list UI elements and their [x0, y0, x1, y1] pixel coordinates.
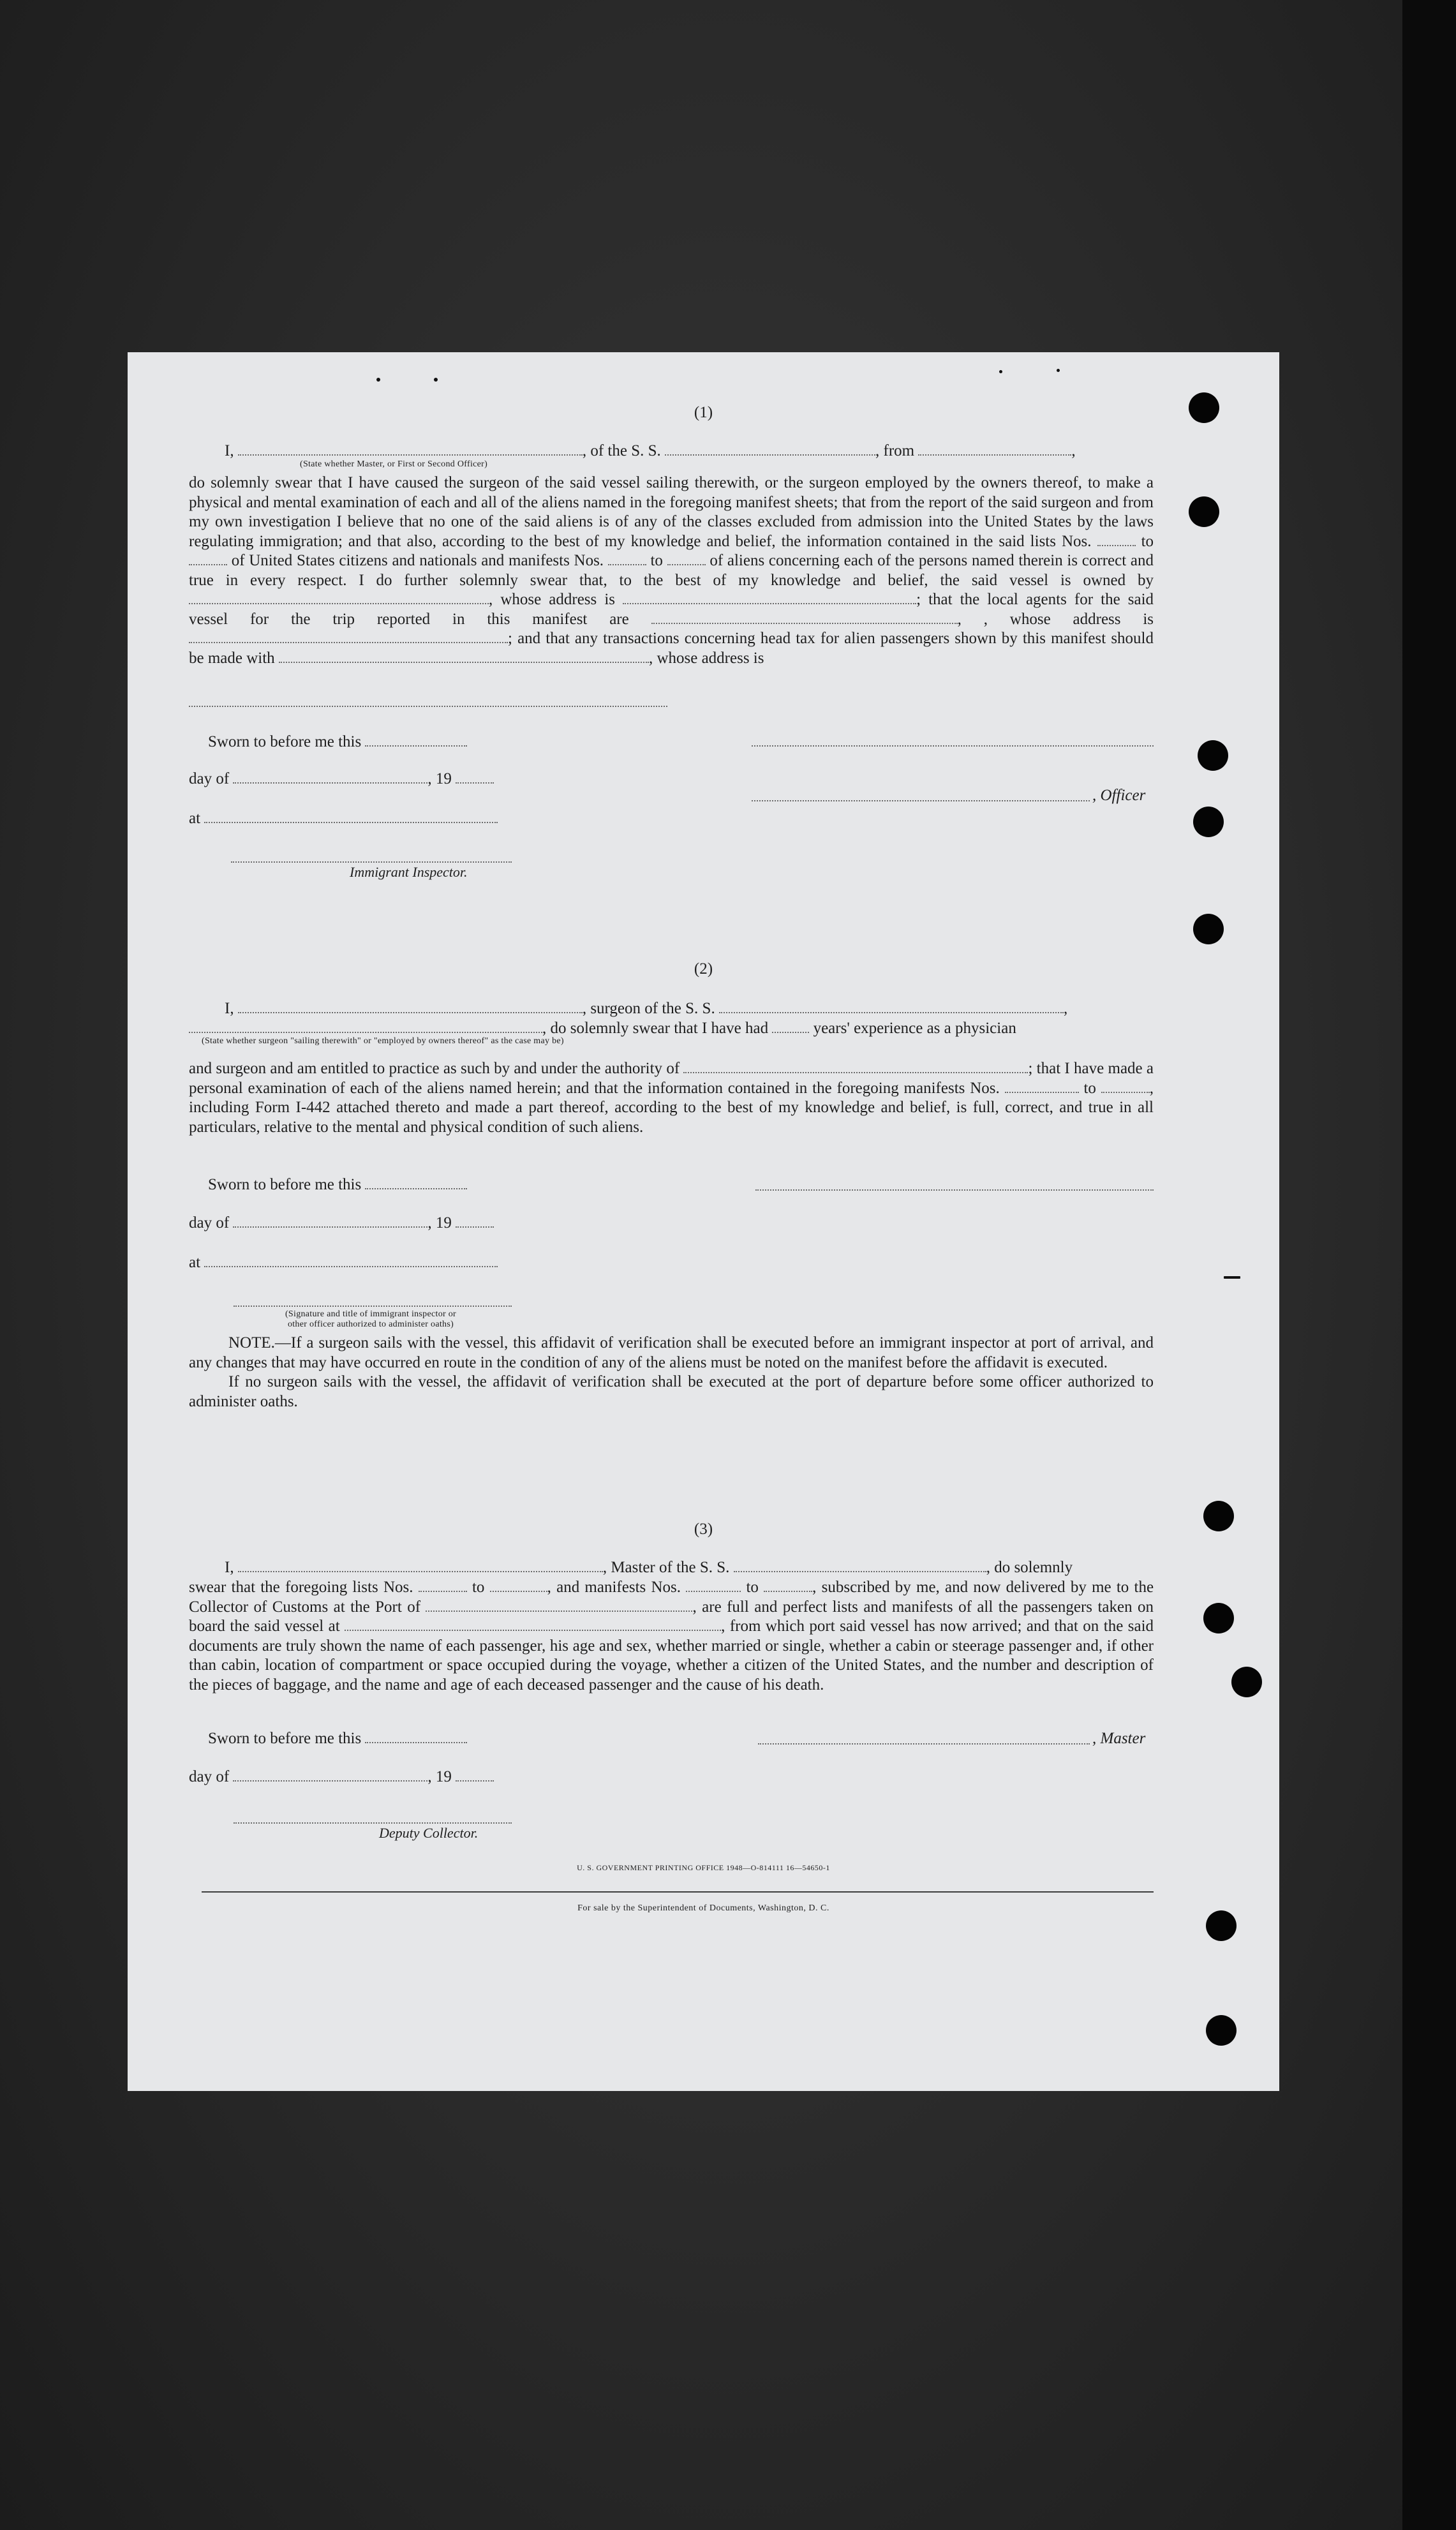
deputy-collector-label: Deputy Collector. [379, 1825, 479, 1841]
authority-blank [683, 1059, 1028, 1073]
of-ss-label: , of the S. S. [582, 442, 661, 459]
section-3-sworn [208, 1729, 467, 1749]
section-2-oath-text [189, 1059, 1154, 1137]
manifest-form-page [128, 352, 1279, 2091]
gpo-imprint: U. S. GOVERNMENT PRINTING OFFICE 1948—O-814111 16—54650-1 [577, 1863, 830, 1872]
section-3-line-1 [225, 1558, 1073, 1578]
master-of-ss-label: , Master of the S. S. [602, 1559, 730, 1576]
years-label: years' experience as a physician [813, 1020, 1016, 1037]
section-2-heading: (2) [694, 960, 713, 978]
port-blank [426, 1598, 692, 1612]
month-blank [233, 1214, 427, 1228]
officer-signature-line-2 [752, 800, 1090, 801]
manifests-from-blank [608, 551, 646, 565]
section-2-line-1 [225, 999, 1067, 1019]
master-para-a: swear that the foregoing lists Nos. [189, 1579, 413, 1596]
year-label: , 19 [427, 1214, 452, 1232]
owner-address-blank [623, 590, 916, 604]
day-of-label: day of [189, 1768, 230, 1785]
day-of-label: day of [189, 770, 230, 787]
sworn-label: Sworn to before me this [208, 733, 362, 750]
master-para-b: , and manifests Nos. [547, 1579, 681, 1596]
swear-label: , do solemnly swear that I have had [542, 1020, 769, 1037]
sworn-day-blank [365, 733, 467, 747]
section-1-line-1 [225, 442, 1076, 461]
month-blank [233, 770, 427, 784]
embarkation-port-blank [345, 1617, 721, 1631]
section-3-day-of [189, 1767, 494, 1787]
master-para-e: , from which port said vessel has now arrived; and that on the said documents are truly shown the name of each passenger, his age and sex, whether married or single, whether a cabin or steerage passenger and, if other than cabin, location of compartment or space occupied during the voyage, whether a citizen of the United States, and the number and description of the pieces of baggage, and the name and age of each deceased passenger and the cause of his death. [189, 1618, 1154, 1693]
inspector-signature-line [234, 1306, 512, 1307]
year-blank [456, 1767, 494, 1782]
section-2-line-2 [189, 1019, 1016, 1039]
oath-para-d: , whose address is [489, 591, 616, 608]
note-paragraph-a: NOTE.—If a surgeon sails with the vessel, this affidavit of verification shall be executed before an immigrant inspector at port of arrival, and any changes that may have occurred en route in the condition of any of the aliens must be noted on the manifest before the affidavit is executed. [189, 1334, 1154, 1371]
sworn-day-blank [365, 1175, 467, 1189]
manifests-from-blank [686, 1578, 741, 1592]
officer-signature-line-1 [752, 745, 1154, 747]
oath-para-b: of United States citizens and nationals and manifests Nos. [231, 552, 604, 569]
surgeon-of-ss-label: , surgeon of the S. S. [582, 1000, 715, 1017]
surgeon-para-c: , including Form I-442 attached thereto and made a part thereof, according to the best of my knowledge and belief, is full, correct, and true in all particulars, relative to the mental and physical condition of such aliens. [189, 1079, 1154, 1136]
oath-para-e: ; that the local agents for the said vessel for the trip reported in this manifest are [189, 591, 1154, 628]
oath-para-a: do solemnly swear that I have caused the surgeon of the said vessel sailing therewith, or the surgeon employed by the owners thereof, to make a physical and mental examination of each and all of the aliens named in the foregoing manifest sheets; that from the report of the said surgeon and from my own investigation I believe that no one of the said aliens is of any of the classes excluded from admission into the United States by the laws regulating immigration; and that also, according to the best of my knowledge and belief, the information contained in the said lists Nos. [189, 474, 1154, 550]
oath-para-c: of aliens concerning each of the persons named therein is correct and true in every respect. I do further solemnly swear that, to the best of my knowledge and belief, the said vessel is owned by [189, 552, 1154, 589]
ship-name-blank [734, 1558, 986, 1572]
head-tax-party-blank [279, 649, 649, 663]
to-label: to [1083, 1079, 1096, 1097]
surgeon-name-blank [238, 999, 583, 1013]
officer-rank-blank [238, 442, 583, 456]
note-paragraph-b: If no surgeon sails with the vessel, the affidavit of verification shall be executed at the port of departure before some officer authorized to administer oaths. [189, 1373, 1154, 1410]
sworn-day-blank [365, 1729, 467, 1743]
master-signature-line [758, 1743, 1090, 1745]
to-label: to [1141, 532, 1154, 550]
master-para-c: , subscribed by me, and now delivered by me to the Collector of Customs at the Port of [189, 1579, 1154, 1616]
year-label: , 19 [427, 1768, 452, 1785]
signature-note [240, 1309, 501, 1330]
to-label: to [650, 552, 663, 569]
scan-border [1402, 0, 1456, 2530]
master-para-d: , are full and perfect lists and manifests of all the passengers taken on board the said vessel at [189, 1598, 1154, 1635]
surgeon-para-a: and surgeon and am entitled to practice as such by and under the authority of [189, 1060, 680, 1077]
surgeon-signature-line [755, 1189, 1154, 1191]
to-label: to [746, 1579, 759, 1596]
lists-to-blank [490, 1578, 547, 1592]
manifests-to-blank [764, 1578, 812, 1592]
section-3-heading: (3) [694, 1521, 713, 1538]
oath-para-f: , whose address is [983, 610, 1154, 628]
section-3-oath-text [189, 1578, 1154, 1695]
officer-rank-note: (State whether Master, or First or Second Officer) [300, 459, 488, 469]
head-tax-address-blank [189, 706, 667, 707]
section-1-heading: (1) [694, 404, 713, 421]
immigrant-inspector-label: Immigrant Inspector. [350, 864, 468, 880]
surgeon-status-blank [189, 1019, 542, 1033]
year-label: , 19 [427, 770, 452, 787]
section-1-at [189, 809, 498, 829]
section-1-oath-text: do solemnly swear that I have caused the surgeon of the said vessel sailing therewith, or the surgeon employed by the owners thereof, to make a physical and mental examination of each and all of the aliens named in the foregoing manifest sheets; that from the report of the said surgeon and from my own investigation I believe that no one of the said aliens is of any of the classes excluded from admission into the United States by the laws regulating immigration; and that also, according to the best of my knowledge and belief, the information contained in the said lists Nos. to of United States citizens and nationals and manifests Nos. to of aliens concerning each of the persons named therein is correct and true in every respect. I do further solemnly swear that, to the best of my knowledge and belief, the said vessel is owned by , whose address is ; that the local agents for the said vessel for the trip reported in this manifest are , , whose address is ; and that any transactions concerning head tax for alien passengers shown by this manifest should be made with , whose address is [189, 474, 1154, 667]
section-2-sworn [208, 1175, 467, 1195]
local-agents-blank [651, 610, 958, 624]
master-name-blank [238, 1558, 603, 1572]
do-solemnly-label: , do solemnly [986, 1559, 1073, 1576]
section-2-at [189, 1253, 498, 1273]
year-blank [456, 770, 494, 784]
section-1-day-of [189, 770, 494, 789]
surgeon-status-note: (State whether surgeon "sailing therewith" or "employed by owners thereof" as the case may be) [202, 1036, 564, 1046]
i-label: I, [225, 1000, 234, 1017]
surgeon-para-b: ; that I have made a personal examination of each of the aliens named herein; and that the information contained in the foregoing manifests Nos. [189, 1060, 1154, 1097]
sworn-label: Sworn to before me this [208, 1176, 362, 1193]
comma: , [1071, 442, 1076, 459]
oath-para-g: ; and that any transactions concerning head tax for alien passengers shown by this manifest should be made with [189, 630, 1154, 667]
sworn-label: Sworn to before me this [208, 1730, 362, 1747]
month-blank [233, 1767, 427, 1782]
master-label: , Master [1092, 1730, 1146, 1747]
place-blank [204, 809, 498, 823]
signature-note-line-1: (Signature and title of immigrant inspector or [285, 1309, 457, 1319]
from-label: , from [875, 442, 915, 459]
footer-rule [202, 1891, 1154, 1893]
section-2-day-of [189, 1214, 494, 1233]
years-blank [772, 1019, 809, 1033]
sale-notice: For sale by the Superintendent of Documents, Washington, D. C. [577, 1903, 829, 1913]
owner-blank [189, 590, 489, 604]
i-label: I, [225, 442, 234, 459]
lists-from-blank [1097, 532, 1136, 546]
day-of-label: day of [189, 1214, 230, 1232]
oath-para-h: , whose address is [648, 649, 764, 667]
at-label: at [189, 810, 201, 827]
year-blank [456, 1214, 494, 1228]
manifests-to-blank [667, 551, 706, 565]
to-label: to [472, 1579, 485, 1596]
section-2-notes [189, 1334, 1154, 1411]
place-blank [204, 1253, 498, 1267]
lists-to-blank [189, 551, 227, 565]
manifests-to-blank [1101, 1079, 1150, 1093]
from-port-blank [918, 442, 1071, 456]
lists-from-blank [419, 1578, 467, 1592]
signature-note-line-2: other officer authorized to administer oaths) [287, 1320, 454, 1329]
section-1-sworn [208, 733, 467, 752]
ship-name-blank [665, 442, 875, 456]
agents-address-blank [189, 629, 508, 643]
i-label: I, [225, 1559, 234, 1576]
at-label: at [189, 1254, 201, 1271]
officer-label: , Officer [1092, 787, 1146, 804]
manifests-from-blank [1005, 1079, 1079, 1093]
ship-name-blank [719, 999, 1064, 1013]
comma: , [1063, 1000, 1068, 1017]
